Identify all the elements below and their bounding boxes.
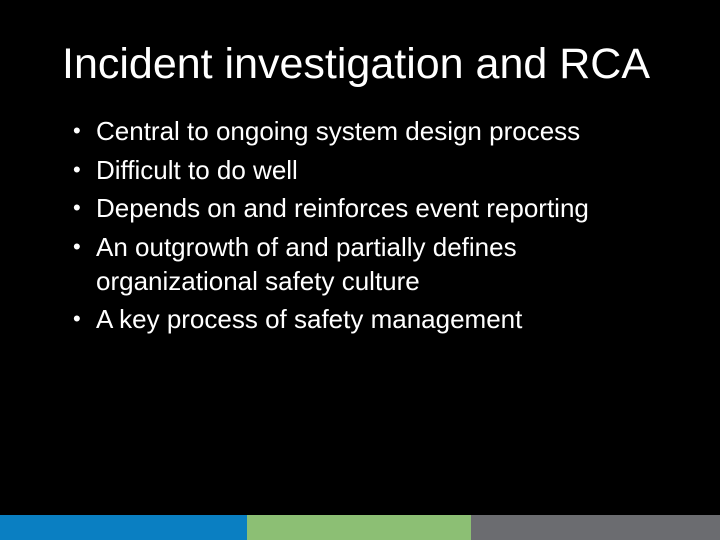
bullet-dot: • [73,156,81,182]
slide-title: Incident investigation and RCA [62,40,651,88]
bullet-item [0,300,656,339]
bullet-text: Central to ongoing system design process [96,116,581,146]
bullet-item [0,112,656,151]
bullet-list [0,112,656,338]
footer-segment-blue [0,515,247,540]
bullet-text: Difficult to do well [96,154,298,185]
bullet-item [0,151,656,190]
footer-segment-gray [471,515,720,540]
bullet-text: An outgrowth of and partially defines organizational safety culture [96,231,517,296]
bullet-item [0,228,656,300]
bullet-dot: • [73,305,81,331]
bullet-dot: • [73,195,81,220]
bullet-item [0,189,656,228]
bullet-text: A key process of safety management [96,303,523,334]
bullet-text: Depends on and reinforces event reporting [96,193,589,223]
bullet-dot: • [73,233,81,259]
bullet-dot: • [73,118,81,143]
footer-segment-green [247,515,471,540]
footer-color-bar [0,515,720,540]
